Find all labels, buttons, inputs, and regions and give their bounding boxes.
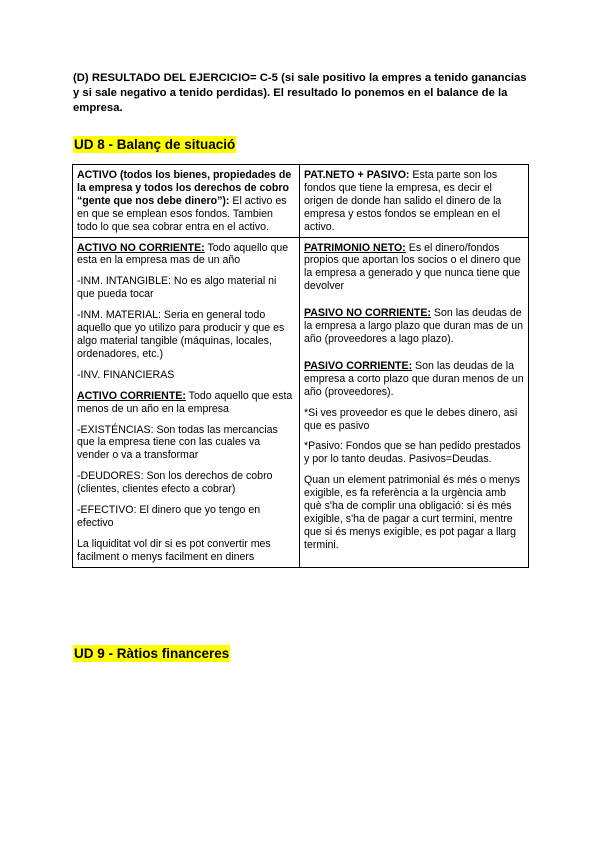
activo-detail-cell (73, 237, 300, 567)
activo-corriente-label: ACTIVO CORRIENTE: (77, 389, 186, 402)
pasivo-note: *Pasivo: Fondos que se han pedido prestados y por lo tanto deudas. Pasivos=Deudas. (304, 440, 521, 466)
activo-corriente-text: Todo aquello que esta menos de un año en la empresa (77, 389, 293, 415)
exigibilitat-note: Quan un element patrimonial és més o menys exigible, es fa referència a la urgència amb què s'ha de complir una obligació: si és més exigible, s'ha de pagar a curt termini, mentre que si és menys exigible, es pot pagar a llarg termini. (304, 474, 521, 551)
patrimonio-neto-item (304, 242, 524, 294)
activo-no-corriente-text: Todo aquello que esta en la empresa mas de un año (77, 241, 289, 267)
pasivo-corriente-item (304, 360, 524, 399)
activo-text: El activo es en que se emplean esos fondos. Tambien todo lo que sea cobrar entra en el activo. (77, 194, 287, 233)
activo-no-corriente-label: ACTIVO NO CORRIENTE: (77, 241, 205, 254)
pasivo-no-corriente-label: PASIVO NO CORRIENTE: (304, 307, 431, 320)
liquiditat-note: La liquiditat vol dir si es pot convertir mes facilment o menys facilment en diners (77, 537, 271, 563)
inm-material-item: -INM. MATERIAL: Seria en general todo aquello que yo utilizo para producir y que es algo material tangible (máquinas, locales, ordenadores, etc.) (77, 309, 285, 360)
inv-financieras-item: -INV. FINANCIERAS (77, 368, 175, 381)
proveedor-note: *Si ves proveedor es que le debes dinero, asi que es pasivo (304, 406, 518, 432)
pasivo-corriente-text: Son las deudas de la empresa a corto plazo que duran menos de un año (proveedores). (304, 359, 524, 398)
activo-no-corriente-item (77, 242, 295, 268)
patrimonio-neto-label: PATRIMONIO NETO: (304, 241, 406, 254)
balance-table (72, 164, 529, 568)
resultado-ejercicio-paragraph: (D) RESULTADO DEL EJERCICIO= C-5 (si sale positivo la empres a tenido ganancias y si sale negativo a tenido perdidas). El resultado lo ponemos en el balance de la empresa. (73, 72, 527, 114)
table-row (73, 237, 529, 567)
patneto-pasivo-label: PAT.NETO + PASIVO: (304, 169, 410, 181)
deudores-item: -DEUDORES: Son los derechos de cobro (clientes, clientes efecto a cobrar) (77, 470, 273, 496)
inm-intangible-item: -INM. INTANGIBLE: No es algo material ni que pueda tocar (77, 275, 277, 301)
efectivo-item: -EFECTIVO: El dinero que yo tengo en efectivo (77, 504, 261, 529)
existencias-item: -EXISTÉNCIAS: Son todas las mercancias que la empresa tiene con las cuales va vender o va a transformar (77, 423, 278, 462)
pasivo-detail-cell (300, 237, 529, 567)
patneto-pasivo-text: Esta parte son los fondos que tiene la empresa, es decir el origen de donde han salido el dinero de la empresa y estos fondos se emplean en el activo. (304, 169, 502, 233)
ud9-heading: UD 9 - Ràtios financeres (74, 646, 230, 661)
ud8-heading: UD 8 - Balanç de situació (74, 137, 236, 152)
activo-definition-cell (73, 165, 300, 238)
table-row (73, 165, 529, 238)
pasivo-no-corriente-item (304, 307, 524, 346)
pasivo-corriente-label: PASIVO CORRIENTE: (304, 359, 413, 372)
pasivo-no-corriente-text: Son las deudas de la empresa a largo plazo que duran mas de un año (proveedores a lago plazo). (304, 307, 524, 345)
patneto-pasivo-definition-cell (300, 165, 529, 238)
patrimonio-neto-text: Es el dinero/fondos propios que aportan los socios o el dinero que la empresa a generado y que nunca tiene que devolver (304, 241, 521, 293)
activo-corriente-item (77, 390, 295, 416)
activo-label: ACTIVO (todos los bienes, propiedades de la empresa y todos los derechos de cobro “gente que nos debe dinero”): (77, 169, 292, 207)
